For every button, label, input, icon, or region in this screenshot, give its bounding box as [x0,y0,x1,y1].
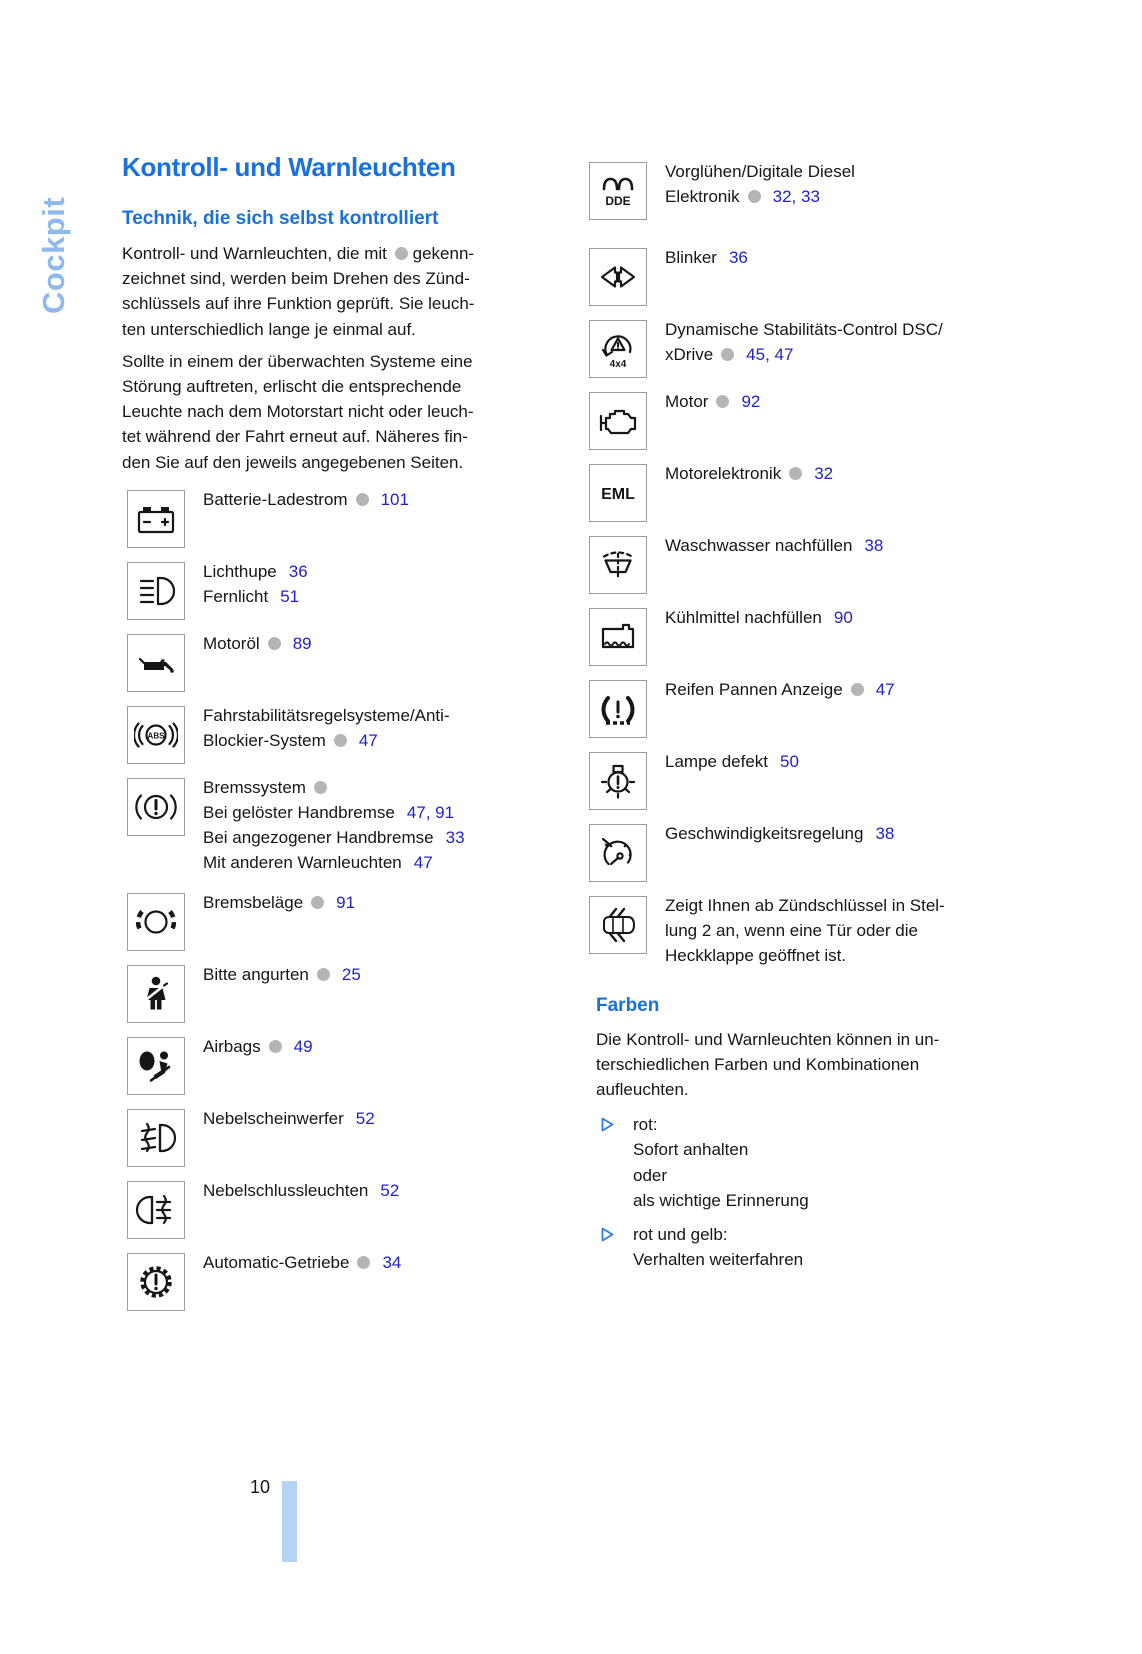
list-item: Reifen Pannen Anzeige 47 [589,680,1089,738]
list-item: Airbags 49 [127,1037,562,1095]
list-item: Batterie-Ladestrom 101 [127,490,562,548]
list-item: Bremssystem Bei gelöster Handbremse 47, 91 Bei angezogener Handbremse 33 Mit anderen Warnleuchten 47 [127,778,562,876]
warning-light-list-right [589,162,1089,969]
engine-icon [589,392,647,450]
function-check-dot-icon [268,637,281,650]
page-number-bar [282,1481,297,1562]
list-item: Geschwindigkeitsregelung 38 [589,824,1089,882]
intro-paragraph-1: Kontroll- und Warnleuchten, die mit gekenn- zeichnet sind, werden beim Drehen des Zünd- schlüssels auf ihre Funktion geprüft. Sie leuch- ten unterschiedlich lange je einmal auf. [122,244,475,339]
list-item: EML Motorelektronik 32 [589,464,1089,522]
svg-text:ABS: ABS [147,731,165,741]
function-check-dot-icon [356,493,369,506]
function-check-dot-icon [311,896,324,909]
right-column [589,162,1089,1281]
list-item: 4x4 Dynamische Stabilitäts-Control DSC/ xDrive 45, 47 [589,320,1089,378]
function-check-dot-icon [789,467,802,480]
intro-paragraph-2: Sollte in einem der überwachten Systeme eine Störung auftreten, erlischt die entsprechende Leuchte nach dem Motorstart nicht oder leuch- tet während der Fahrt erneut auf. Näheres fin- den Sie auf den jeweils angegebenen Seiten. [122,351,474,472]
farben-heading: Farben [596,994,660,1016]
list-item: DDE Vorglühen/Digitale Diesel Elektronik 32, 33 [589,162,1089,220]
high-beam-icon [127,562,185,620]
section-heading: Technik, die sich selbst kontrolliert [122,208,439,229]
svg-text:EML: EML [601,486,635,503]
page-title: Kontroll- und Warnleuchten [122,152,456,182]
function-check-dot-icon [851,683,864,696]
list-item: Zeigt Ihnen ab Zündschlüssel in Stel- lung 2 an, wenn eine Tür oder die Heckklappe geöffnet ist. [589,896,1089,969]
list-item: Motoröl 89 [127,634,562,692]
chapter-tab-cockpit: Cockpit [36,196,71,314]
front-fog-icon [127,1109,185,1167]
tire-pressure-icon [589,680,647,738]
triangle-bullet-icon [601,1117,614,1132]
farben-section [589,994,1089,1273]
brake-warning-icon [127,778,185,836]
seatbelt-icon [127,965,185,1023]
list-item: Nebelschlussleuchten 52 [127,1181,562,1239]
list-item: Automatic-Getriebe 34 [127,1253,562,1311]
page-number: 10 [250,1477,271,1497]
turn-signal-icon [589,248,647,306]
list-item: rot und gelb: Verhalten weiterfahren [596,1222,1089,1272]
door-open-icon [589,896,647,954]
function-check-dot-icon [721,348,734,361]
left-column [122,152,562,1325]
svg-text:4x4: 4x4 [609,359,627,370]
brake-pads-icon [127,893,185,951]
list-item: rot: Sofort anhalten oder als wichtige Erinnerung [596,1112,1089,1213]
abs-icon [127,706,185,764]
airbag-icon [127,1037,185,1095]
eml-icon [589,464,647,522]
glow-plug-icon [589,162,647,220]
warning-light-list-left [127,490,562,1311]
function-check-dot-icon [357,1256,370,1269]
dsc-icon [589,320,647,378]
list-item: Lichthupe 36 Fernlicht 51 [127,562,562,620]
function-check-dot-icon [317,968,330,981]
list-item: Lampe defekt 50 [589,752,1089,810]
svg-text:DDE: DDE [605,194,631,208]
list-item: Blinker 36 [589,248,1089,306]
triangle-bullet-icon [601,1227,614,1242]
list-item: ABS Fahrstabilitätsregelsysteme/Anti- Blockier-System 47 [127,706,562,764]
function-check-dot-icon [748,190,761,203]
list-item: Motor 92 [589,392,1089,450]
washer-fluid-icon [589,536,647,594]
cruise-control-icon [589,824,647,882]
list-item: Bremsbeläge 91 [127,893,562,951]
list-item: Nebelscheinwerfer 52 [127,1109,562,1167]
function-check-dot-icon [314,781,327,794]
function-check-dot-icon [716,395,729,408]
list-item: Waschwasser nachfüllen 38 [589,536,1089,594]
engine-oil-icon [127,634,185,692]
farben-bullets [596,1112,1089,1272]
farben-intro: Die Kontroll- und Warnleuchten können in un- terschiedlichen Farben und Kombinationen aufleuchten. [596,1029,940,1100]
battery-icon [127,490,185,548]
function-check-dot-icon [334,734,347,747]
list-item: Kühlmittel nachfüllen 90 [589,608,1089,666]
function-check-dot-icon [395,247,408,260]
rear-fog-icon [127,1181,185,1239]
list-item: Bitte angurten 25 [127,965,562,1023]
coolant-icon [589,608,647,666]
lamp-defect-icon [589,752,647,810]
function-check-dot-icon [269,1040,282,1053]
gearbox-warning-icon [127,1253,185,1311]
